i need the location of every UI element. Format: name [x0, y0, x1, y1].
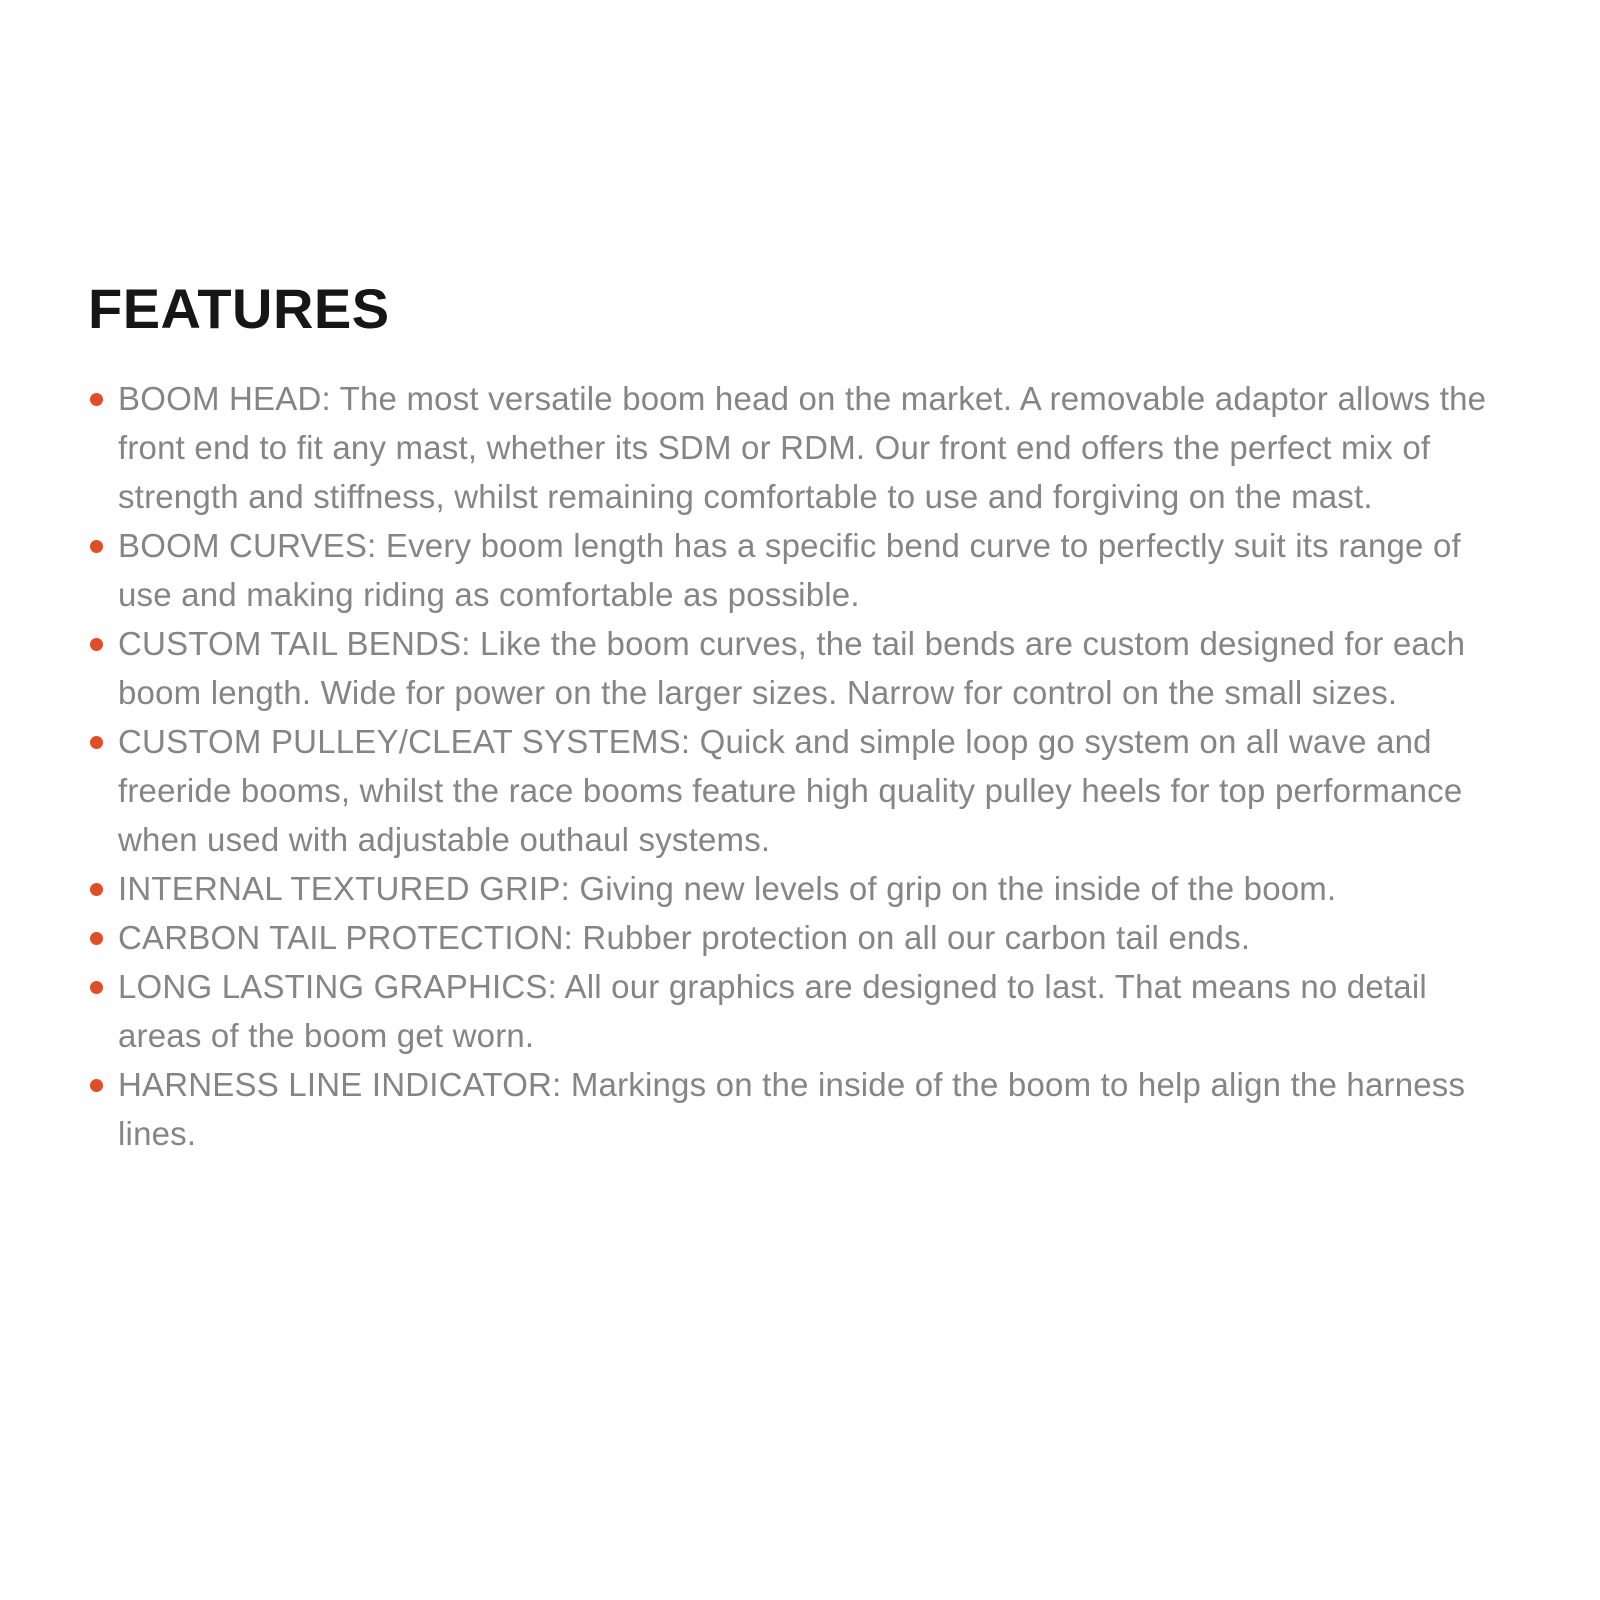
bullet-icon: [90, 540, 103, 553]
bullet-icon: [90, 1079, 103, 1092]
bullet-icon: [90, 736, 103, 749]
feature-list-item: [88, 521, 1500, 619]
feature-text: BOOM CURVES: Every boom length has a specific bend curve to perfectly suit its range of use and making riding as comfortable as possible.: [118, 526, 1461, 613]
features-list: [88, 374, 1500, 1158]
feature-text: CUSTOM TAIL BENDS: Like the boom curves, the tail bends are custom designed for each boom length. Wide for power on the larger sizes. Narrow for control on the small sizes.: [118, 624, 1466, 711]
feature-text: BOOM HEAD: The most versatile boom head on the market. A removable adaptor allows the front end to fit any mast, whether its SDM or RDM. Our front end offers the perfect mix of strength and stiffness, whilst remaining comfortable to use and forgiving on the mast.: [118, 379, 1487, 515]
bullet-icon: [90, 981, 103, 994]
bullet-icon: [90, 638, 103, 651]
feature-list-item: [88, 1060, 1500, 1158]
section-title: FEATURES: [88, 277, 390, 340]
feature-text: HARNESS LINE INDICATOR: Markings on the inside of the boom to help align the harness lines.: [118, 1065, 1466, 1152]
feature-list-item: [88, 374, 1500, 521]
feature-list-item: [88, 619, 1500, 717]
feature-list-item: [88, 962, 1500, 1060]
bullet-icon: [90, 393, 103, 406]
bullet-icon: [90, 883, 103, 896]
feature-text: CARBON TAIL PROTECTION: Rubber protection on all our carbon tail ends.: [118, 918, 1251, 956]
bullet-icon: [90, 932, 103, 945]
feature-list-item: [88, 913, 1500, 962]
feature-text: CUSTOM PULLEY/CLEAT SYSTEMS: Quick and simple loop go system on all wave and freeride booms, whilst the race booms feature high quality pulley heels for top performance when used with adjustable outhaul systems.: [118, 722, 1463, 858]
features-section: [88, 278, 1500, 1158]
feature-list-item: [88, 864, 1500, 913]
feature-text: LONG LASTING GRAPHICS: All our graphics are designed to last. That means no detail areas of the boom get worn.: [118, 967, 1427, 1054]
feature-text: INTERNAL TEXTURED GRIP: Giving new levels of grip on the inside of the boom.: [118, 869, 1337, 907]
feature-list-item: [88, 717, 1500, 864]
